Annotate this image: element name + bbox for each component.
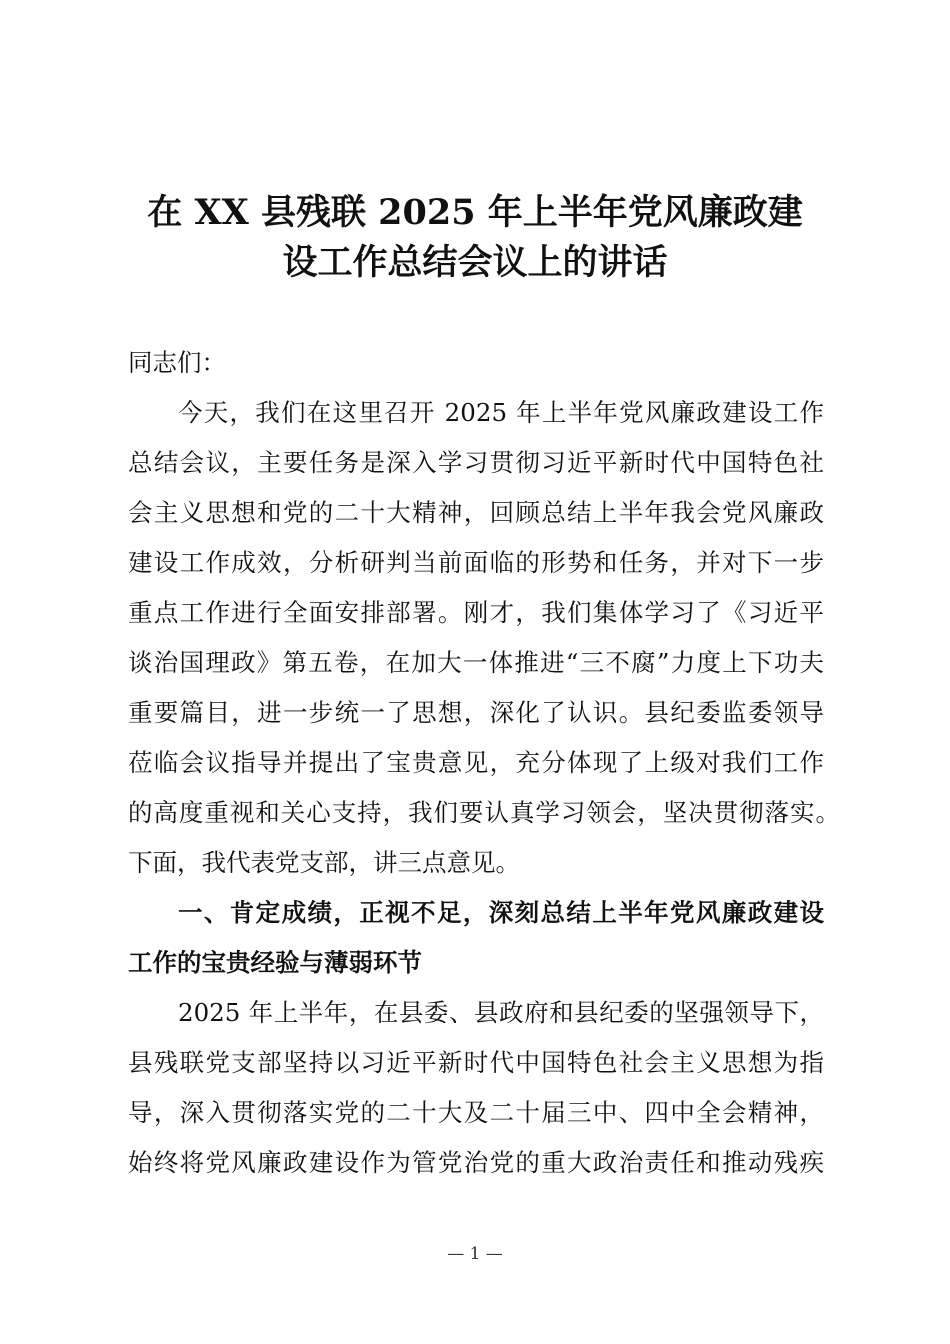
text-line: 建设工作成效，分析研判当前面临的形势和任务，并对下一步 xyxy=(128,548,824,577)
text-line: 2025 年上半年，在县委、县政府和县纪委的坚强领导下， xyxy=(178,998,824,1027)
page-number: — 1 — xyxy=(447,1244,503,1264)
title-line: 在 XX 县残联 2025 年上半年党风廉政建 xyxy=(147,192,803,233)
text-line: 会主义思想和党的二十大精神，回顾总结上半年我会党风廉政 xyxy=(128,498,824,527)
text-line: 总结会议，主要任务是深入学习贯彻习近平新时代中国特色社 xyxy=(128,448,824,477)
text-line: 莅临会议指导并提出了宝贵意见，充分体现了上级对我们工作 xyxy=(128,748,824,777)
text-line: 始终将党风廉政建设作为管党治党的重大政治责任和推动残疾 xyxy=(128,1148,824,1177)
text-line: 重点工作进行全面安排部署。刚才，我们集体学习了《习近平 xyxy=(128,598,824,627)
paragraph-achievements xyxy=(128,988,824,1188)
text-line: 下面，我代表党支部，讲三点意见。 xyxy=(128,848,520,877)
text-line: 谈治国理政》第五卷，在加大一体推进“三不腐”力度上下功夫 xyxy=(128,648,824,677)
title-line: 设工作总结会议上的讲话 xyxy=(282,242,668,283)
document-body xyxy=(128,338,840,1188)
section-heading-1 xyxy=(128,888,824,988)
text-line: 导，深入贯彻落实党的二十大及二十届三中、四中全会精神， xyxy=(128,1098,824,1127)
document-title xyxy=(0,188,950,288)
text-line: 的高度重视和关心支持，我们要认真学习领会，坚决贯彻落实。 xyxy=(128,798,840,827)
heading-line: 一、肯定成绩，正视不足，深刻总结上半年党风廉政建设 xyxy=(178,898,824,927)
text-line: 今天，我们在这里召开 2025 年上半年党风廉政建设工作 xyxy=(178,398,824,427)
text-line: 县残联党支部坚持以习近平新时代中国特色社会主义思想为指 xyxy=(128,1048,824,1077)
text-line: 重要篇目，进一步统一了思想，深化了认识。县纪委监委领导 xyxy=(128,698,824,727)
paragraph-intro xyxy=(128,388,840,888)
heading-line: 工作的宝贵经验与薄弱环节 xyxy=(128,948,422,977)
salutation: 同志们： xyxy=(128,348,226,377)
